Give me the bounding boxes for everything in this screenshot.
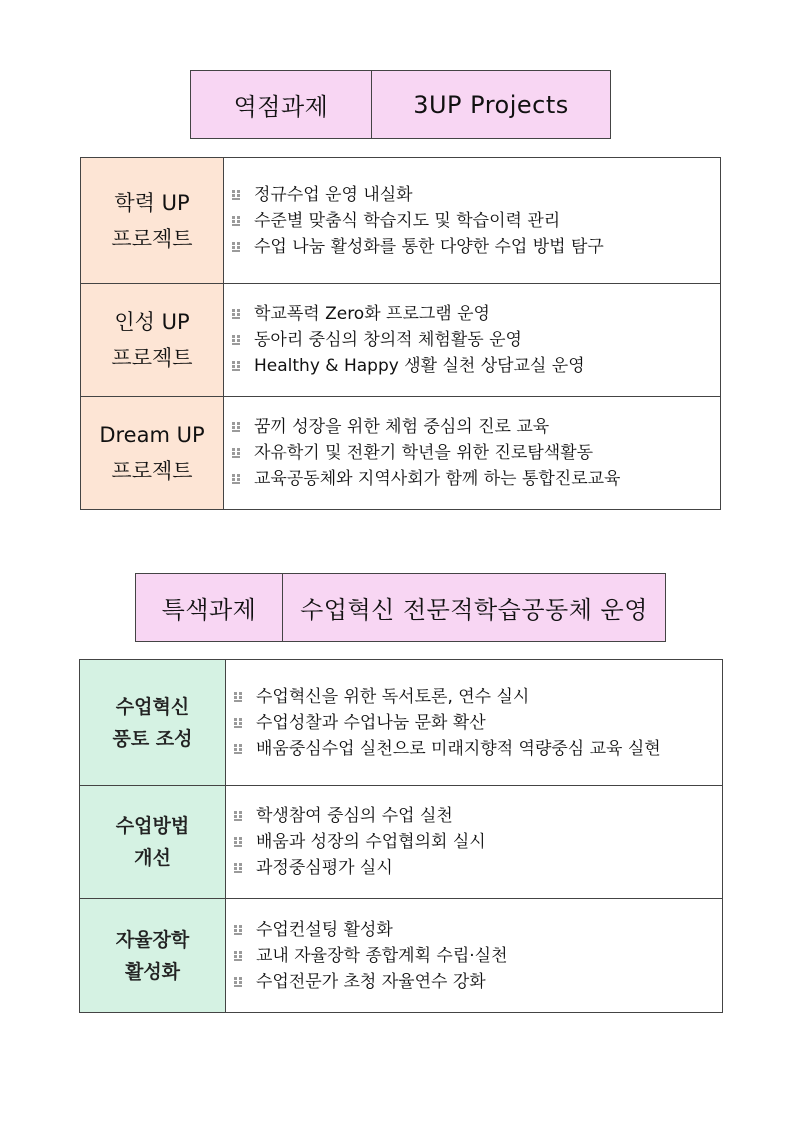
- list-item: [234, 736, 722, 762]
- table-row: [81, 396, 720, 509]
- list-item-text: 배움중심수업 실천으로 미래지향적 역량중심 교육 실현: [256, 738, 661, 759]
- row-header-line1: 자율장학: [115, 928, 190, 951]
- row-header-line2: 프로젝트: [111, 346, 193, 370]
- list-item: [234, 803, 722, 829]
- row-header-line1: 수업방법: [115, 815, 190, 837]
- bullet-icon: [234, 951, 256, 961]
- row-items: [226, 660, 722, 785]
- list-item: [234, 829, 722, 855]
- table-row: [80, 898, 722, 1012]
- bullet-icon: [232, 216, 254, 226]
- list-item: [232, 466, 720, 492]
- list-item: [234, 710, 722, 736]
- bullet-icon: [232, 309, 254, 319]
- row-items: [226, 786, 722, 898]
- section1-title-left: 역점과제: [233, 93, 329, 121]
- row-header-line2: 프로젝트: [111, 459, 193, 483]
- bullet-icon: [232, 335, 254, 345]
- row-header-line2: 프로젝트: [111, 226, 193, 251]
- bullet-icon: [234, 925, 256, 935]
- row-header: [81, 158, 224, 283]
- list-item-text: 교육공동체와 지역사회가 함께 하는 통합진로교육: [254, 469, 621, 489]
- list-item-text: 수업혁신을 위한 독서토론, 연수 실시: [256, 686, 530, 707]
- table-row: [80, 660, 722, 785]
- row-header-line1: 인성 UP: [114, 310, 190, 334]
- bullet-icon: [232, 361, 254, 371]
- list-item: [232, 182, 720, 208]
- list-item-text: 동아리 중심의 창의적 체험활동 운영: [254, 330, 522, 350]
- row-header: [80, 660, 226, 785]
- list-item: [232, 234, 720, 260]
- bullet-icon: [232, 448, 254, 458]
- row-header: [81, 397, 224, 509]
- list-item: [234, 855, 722, 881]
- row-items: [226, 899, 722, 1012]
- list-item-text: 수업 나눔 활성화를 통한 다양한 수업 방법 탐구: [254, 236, 604, 257]
- section1-table: [80, 157, 721, 510]
- list-item-text: 꿈끼 성장을 위한 체험 중심의 진로 교육: [254, 417, 550, 437]
- row-header-line2: 풍토 조성: [112, 727, 193, 750]
- list-item-text: 수업전문가 초청 자율연수 강화: [256, 971, 486, 992]
- row-header-line2: 활성화: [124, 960, 181, 983]
- list-item: [232, 353, 720, 379]
- table-row: [81, 158, 720, 283]
- list-item: [234, 943, 722, 969]
- row-items: [224, 397, 720, 509]
- section1-title-box: [190, 70, 611, 139]
- list-item: [232, 414, 720, 440]
- row-header: [81, 284, 224, 396]
- bullet-icon: [234, 718, 256, 728]
- list-item: [234, 917, 722, 943]
- list-item: [232, 327, 720, 353]
- bullet-icon: [232, 474, 254, 484]
- row-items: [224, 158, 720, 283]
- list-item-text: 배움과 성장의 수업협의회 실시: [256, 832, 486, 852]
- list-item-text: 자유학기 및 전환기 학년을 위한 진로탐색활동: [254, 443, 594, 463]
- list-item: [234, 969, 722, 995]
- list-item-text: 수업성찰과 수업나눔 문화 확산: [256, 712, 486, 733]
- list-item-text: 정규수업 운영 내실화: [254, 184, 413, 205]
- list-item: [234, 684, 722, 710]
- section2-title-box: [135, 573, 666, 642]
- row-items: [224, 284, 720, 396]
- list-item-text: 과정중심평가 실시: [256, 858, 393, 878]
- list-item-text: 수준별 맞춤식 학습지도 및 학습이력 관리: [254, 210, 561, 231]
- bullet-icon: [234, 744, 256, 754]
- section1-title-right: 3UP Projects: [371, 71, 610, 138]
- list-item-text: 학생참여 중심의 수업 실천: [256, 806, 453, 826]
- list-item: [232, 208, 720, 234]
- row-header: [80, 786, 226, 898]
- row-header-line1: Dream UP: [99, 423, 205, 447]
- bullet-icon: [234, 692, 256, 702]
- section2-title-right: 수업혁신 전문적학습공동체 운영: [282, 574, 665, 641]
- section2-title-left: 특색과제: [161, 596, 257, 624]
- list-item-text: Healthy & Happy 생활 실천 상담교실 운영: [254, 356, 585, 376]
- row-header-line2: 개선: [134, 847, 171, 869]
- row-header-line1: 수업혁신: [115, 695, 190, 718]
- bullet-icon: [234, 811, 256, 821]
- bullet-icon: [232, 242, 254, 252]
- bullet-icon: [234, 977, 256, 987]
- bullet-icon: [234, 837, 256, 847]
- list-item-text: 교내 자율장학 종합계획 수립·실천: [256, 945, 508, 966]
- list-item: [232, 440, 720, 466]
- bullet-icon: [234, 863, 256, 873]
- bullet-icon: [232, 422, 254, 432]
- table-row: [80, 785, 722, 898]
- bullet-icon: [232, 190, 254, 200]
- list-item-text: 학교폭력 Zero화 프로그램 운영: [254, 304, 490, 324]
- row-header: [80, 899, 226, 1012]
- table-row: [81, 283, 720, 396]
- list-item-text: 수업컨설팅 활성화: [256, 919, 393, 940]
- row-header-line1: 학력 UP: [114, 190, 190, 215]
- section2-table: [79, 659, 723, 1013]
- list-item: [232, 301, 720, 327]
